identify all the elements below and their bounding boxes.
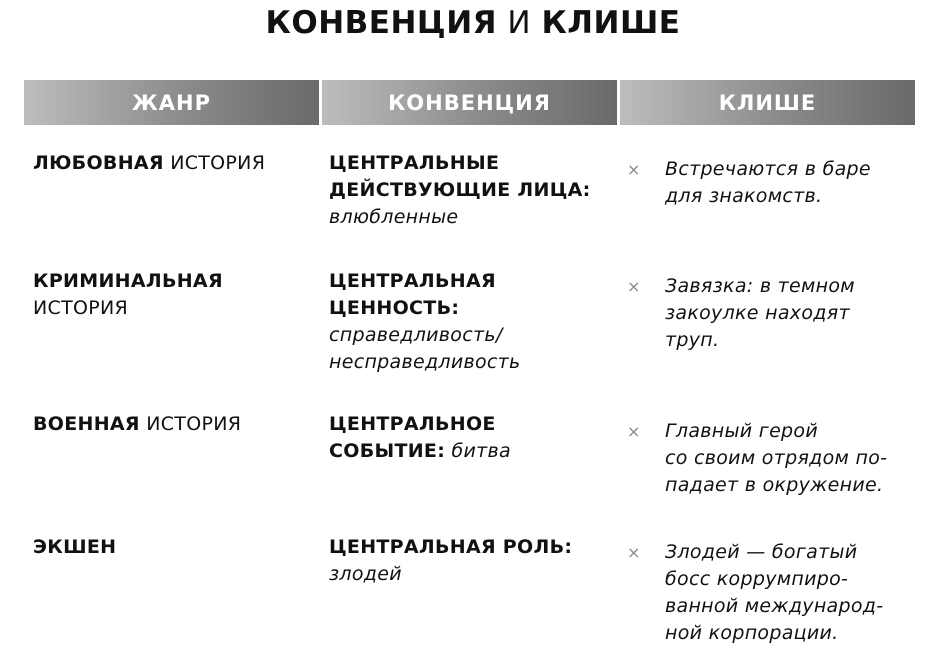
title-part-convention: КОНВЕНЦИЯ (265, 5, 498, 41)
cliche-line: Встречаются в баре (665, 158, 871, 180)
title-part-and: И (507, 5, 532, 41)
cliche-line: ной корпорации. (665, 622, 839, 644)
convention-line: ЦЕНТРАЛЬНАЯ (329, 270, 496, 292)
row-4-genre (33, 534, 318, 561)
cliche-line: босс коррумпиро- (665, 568, 849, 590)
title-part-cliche: КЛИШЕ (541, 5, 681, 41)
header-genre: ЖАНР (24, 80, 319, 125)
cliche-line: Злодей — богатый (665, 541, 858, 563)
convention-line: СОБЫТИЕ: (329, 440, 446, 462)
cross-icon: × (627, 543, 641, 562)
genre-regular: ИСТОРИЯ (33, 297, 129, 319)
convention-line: ЦЕННОСТЬ: (329, 297, 460, 319)
cliche-line: ванной международ- (665, 595, 884, 617)
genre-bold: ЛЮБОВНАЯ (33, 152, 164, 174)
row-3-cliche (665, 418, 920, 499)
convention-value: злодей (329, 563, 402, 585)
convention-value: влюбленные (329, 206, 459, 228)
cliche-line: труп. (665, 329, 720, 351)
genre-bold: КРИМИНАЛЬНАЯ (33, 270, 223, 292)
convention-value: несправедливость (329, 351, 521, 373)
row-3-convention (329, 411, 619, 465)
cross-icon: × (627, 160, 641, 179)
genre-bold: ЭКШЕН (33, 536, 117, 558)
row-2-convention (329, 268, 619, 376)
cliche-line: для знакомств. (665, 185, 823, 207)
row-4-cliche (665, 539, 920, 647)
row-1-convention (329, 150, 619, 231)
page-title (0, 3, 946, 43)
cliche-line: Завязка: в темном (665, 275, 855, 297)
cliche-line: Главный герой (665, 420, 818, 442)
genre-bold: ВОЕННАЯ (33, 413, 140, 435)
cliche-line: закоулке находят (665, 302, 850, 324)
row-3-genre (33, 411, 318, 438)
header-convention: КОНВЕНЦИЯ (322, 80, 617, 125)
cliche-line: падает в окружение. (665, 474, 884, 496)
convention-value: справедливость/ (329, 324, 503, 346)
row-1-genre (33, 150, 318, 177)
row-4-convention (329, 534, 619, 588)
cross-icon: × (627, 277, 641, 296)
genre-regular: ИСТОРИЯ (146, 413, 242, 435)
header-cliche: КЛИШЕ (620, 80, 915, 125)
row-1-cliche (665, 156, 920, 210)
convention-line: ДЕЙСТВУЮЩИЕ ЛИЦА: (329, 179, 591, 201)
cross-icon: × (627, 422, 641, 441)
table-header (24, 80, 915, 125)
convention-line: ЦЕНТРАЛЬНАЯ РОЛЬ: (329, 536, 573, 558)
row-2-cliche (665, 273, 920, 354)
convention-line: ЦЕНТРАЛЬНЫЕ (329, 152, 500, 174)
genre-regular: ИСТОРИЯ (170, 152, 266, 174)
convention-value: битва (451, 440, 511, 462)
row-2-genre (33, 268, 318, 322)
cliche-line: со своим отрядом по- (665, 447, 888, 469)
convention-line: ЦЕНТРАЛЬНОЕ (329, 413, 496, 435)
